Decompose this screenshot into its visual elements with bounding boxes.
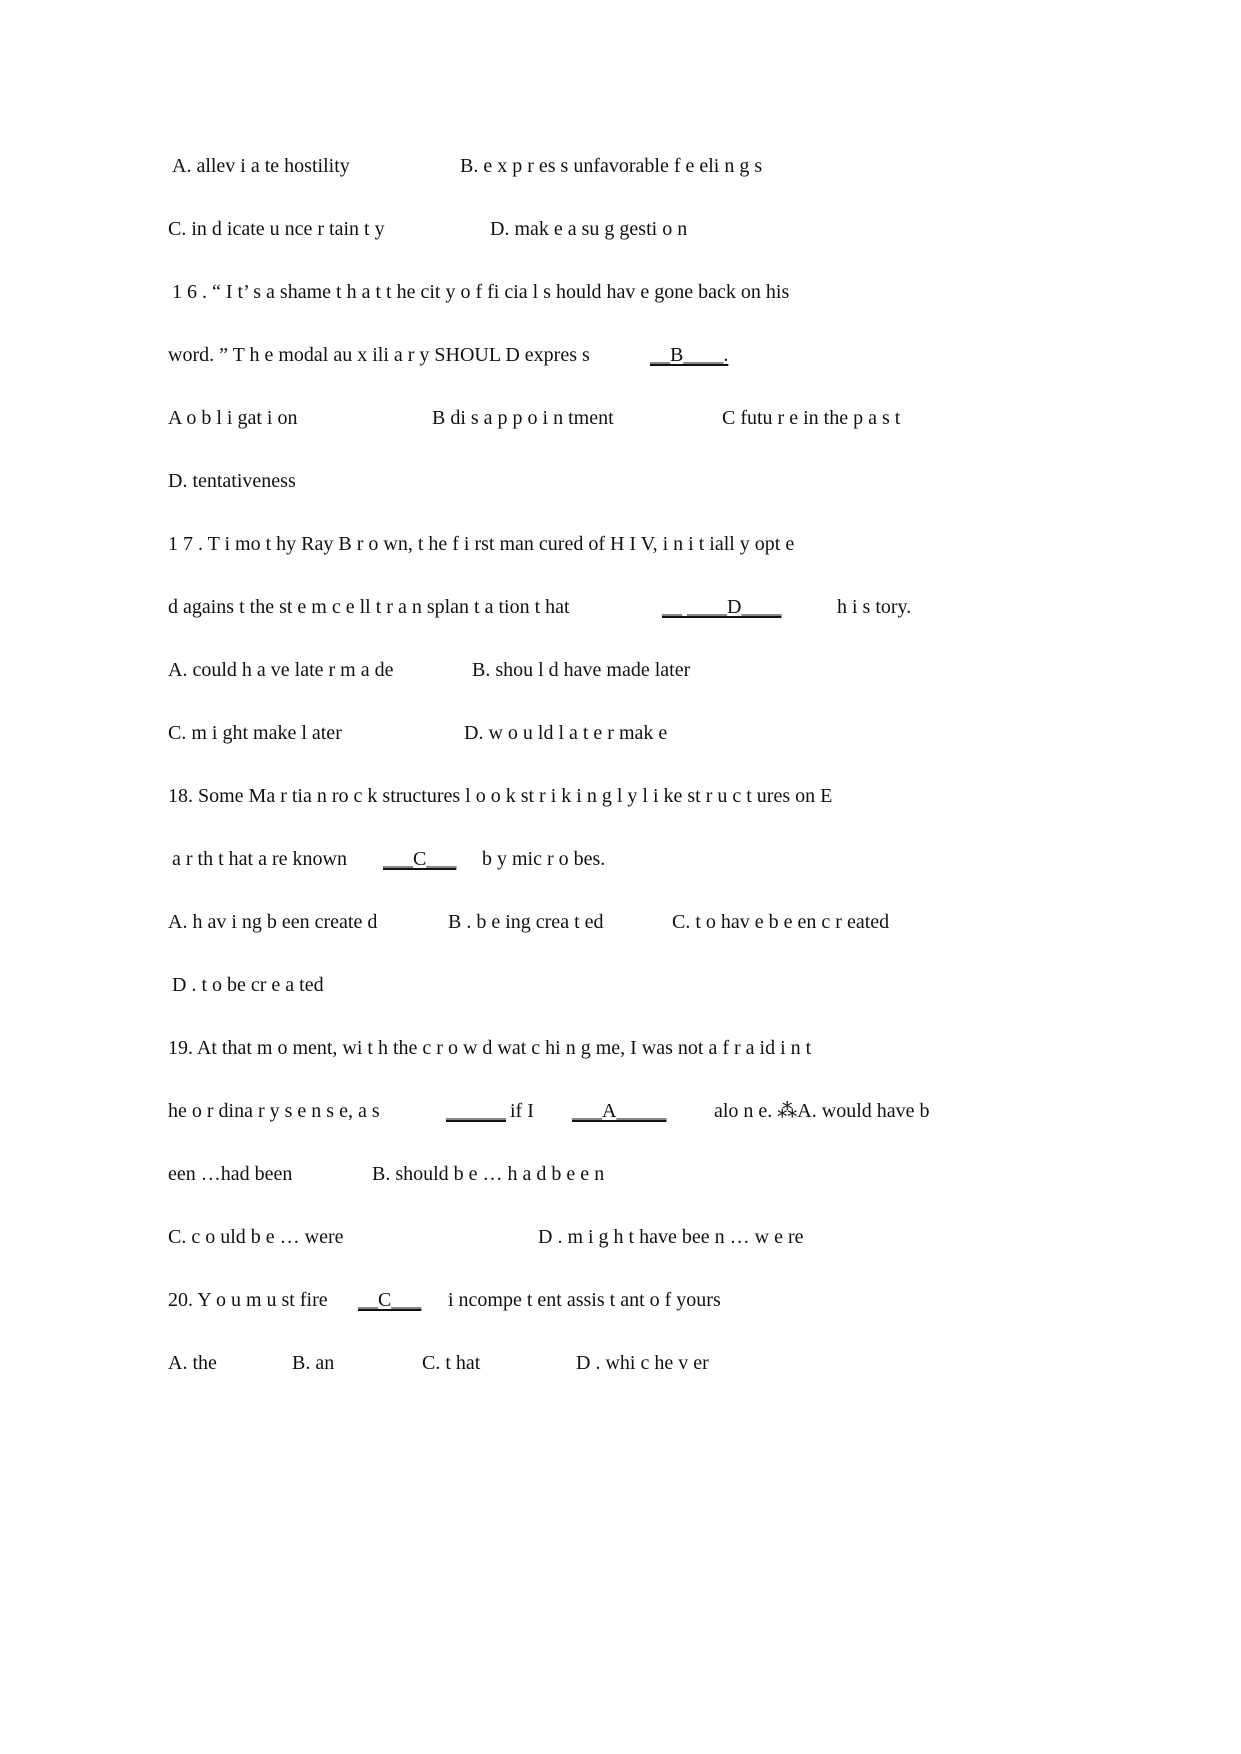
option-a: A. could h a ve late r m a de bbox=[168, 659, 394, 681]
answer-blank: ___C___ bbox=[383, 848, 457, 870]
option-a: A. h av i ng b een create d bbox=[168, 911, 378, 933]
question-text: 18. Some Ma r tia n ro c k structures l o o k st r i k i n g l y l i ke st r u c t ures on E bbox=[168, 785, 833, 807]
option-a: A. the bbox=[168, 1352, 217, 1374]
q15-options-cd bbox=[0, 209, 1241, 249]
option-a: A. allev i a te hostility bbox=[172, 155, 350, 177]
q19-stem-line2 bbox=[0, 1091, 1241, 1131]
option-c: C. t o hav e b e en c r eated bbox=[672, 911, 890, 933]
option-d: D. tentativeness bbox=[168, 470, 296, 492]
q19-stem-line1 bbox=[0, 1028, 1241, 1068]
q18-stem-line2 bbox=[0, 839, 1241, 879]
q16-stem-line2 bbox=[0, 335, 1241, 375]
answer-blank: __B____. bbox=[650, 344, 729, 366]
q16-stem-line1 bbox=[0, 272, 1241, 312]
q20-stem bbox=[0, 1280, 1241, 1320]
question-text: d agains t the st e m c e ll t r a n splan t a tion t hat bbox=[168, 596, 570, 618]
q17-stem-line1 bbox=[0, 524, 1241, 564]
q19-options-ab bbox=[0, 1154, 1241, 1194]
question-text: a r th t hat a re known bbox=[172, 848, 347, 870]
option-b: B. shou l d have made later bbox=[472, 659, 691, 681]
q17-options-ab bbox=[0, 650, 1241, 690]
option-c: C. in d icate u nce r tain t y bbox=[168, 218, 385, 240]
option-b: B. e x p r es s unfavorable f e eli n g s bbox=[460, 155, 763, 177]
option-c: C. c o uld b e … were bbox=[168, 1226, 344, 1248]
question-text: 19. At that m o ment, wi t h the c r o w d wat c hi n g me, I was not a f r a id i n t bbox=[168, 1037, 812, 1059]
option-c: C. m i ght make l ater bbox=[168, 722, 342, 744]
answer-blank: __ ____D____ bbox=[662, 596, 782, 618]
question-text: 1 7 . T i mo t hy Ray B r o wn, t he f i rst man cured of H I V, i n i t iall y opt e bbox=[168, 533, 795, 555]
option-b: B. should b e … h a d b e e n bbox=[372, 1163, 605, 1185]
question-text: word. ” T h e modal au x ili a r y SHOUL D expres s bbox=[168, 344, 590, 366]
option-d: D. mak e a su g gesti o n bbox=[490, 218, 688, 240]
option-c: C futu r e in the p a s t bbox=[722, 407, 901, 429]
question-text: if I bbox=[510, 1100, 534, 1122]
question-text-end: h i s tory. bbox=[837, 596, 912, 618]
option-d: D . m i g h t have bee n … w e re bbox=[538, 1226, 804, 1248]
q17-stem-line2 bbox=[0, 587, 1241, 627]
q18-options-abc bbox=[0, 902, 1241, 942]
q18-stem-line1 bbox=[0, 776, 1241, 816]
question-text-end: b y mic r o bes. bbox=[482, 848, 606, 870]
answer-blank-2: ___A_____ bbox=[572, 1100, 667, 1122]
question-text: 1 6 . “ I t’ s a shame t h a t t he cit y o f fi cia l s hould hav e gone back on his bbox=[172, 281, 790, 303]
q17-options-cd bbox=[0, 713, 1241, 753]
question-text: 20. Y o u m u st fire bbox=[168, 1289, 328, 1311]
option-a-cont: een …had been bbox=[168, 1163, 293, 1185]
option-b: B. an bbox=[292, 1352, 335, 1374]
answer-blank-1: ______ bbox=[446, 1100, 506, 1122]
q16-option-d bbox=[0, 461, 1241, 501]
q19-options-cd bbox=[0, 1217, 1241, 1257]
q16-options-abc bbox=[0, 398, 1241, 438]
option-b: B di s a p p o i n tment bbox=[432, 407, 614, 429]
option-b: B . b e ing crea t ed bbox=[448, 911, 604, 933]
option-d: D . whi c he v er bbox=[576, 1352, 709, 1374]
q15-options-ab bbox=[0, 146, 1241, 186]
q20-options bbox=[0, 1343, 1241, 1383]
option-d: D. w o u ld l a t e r mak e bbox=[464, 722, 668, 744]
option-a: A o b l i gat i on bbox=[168, 407, 298, 429]
question-text-end: alo n e. ⁂A. would have b bbox=[714, 1100, 930, 1122]
question-text: he o r dina r y s e n s e, a s bbox=[168, 1100, 380, 1122]
question-text-end: i ncompe t ent assis t ant o f yours bbox=[448, 1289, 721, 1311]
q18-option-d bbox=[0, 965, 1241, 1005]
option-d: D . t o be cr e a ted bbox=[172, 974, 324, 996]
option-c: C. t hat bbox=[422, 1352, 481, 1374]
answer-blank: __C___ bbox=[358, 1289, 422, 1311]
